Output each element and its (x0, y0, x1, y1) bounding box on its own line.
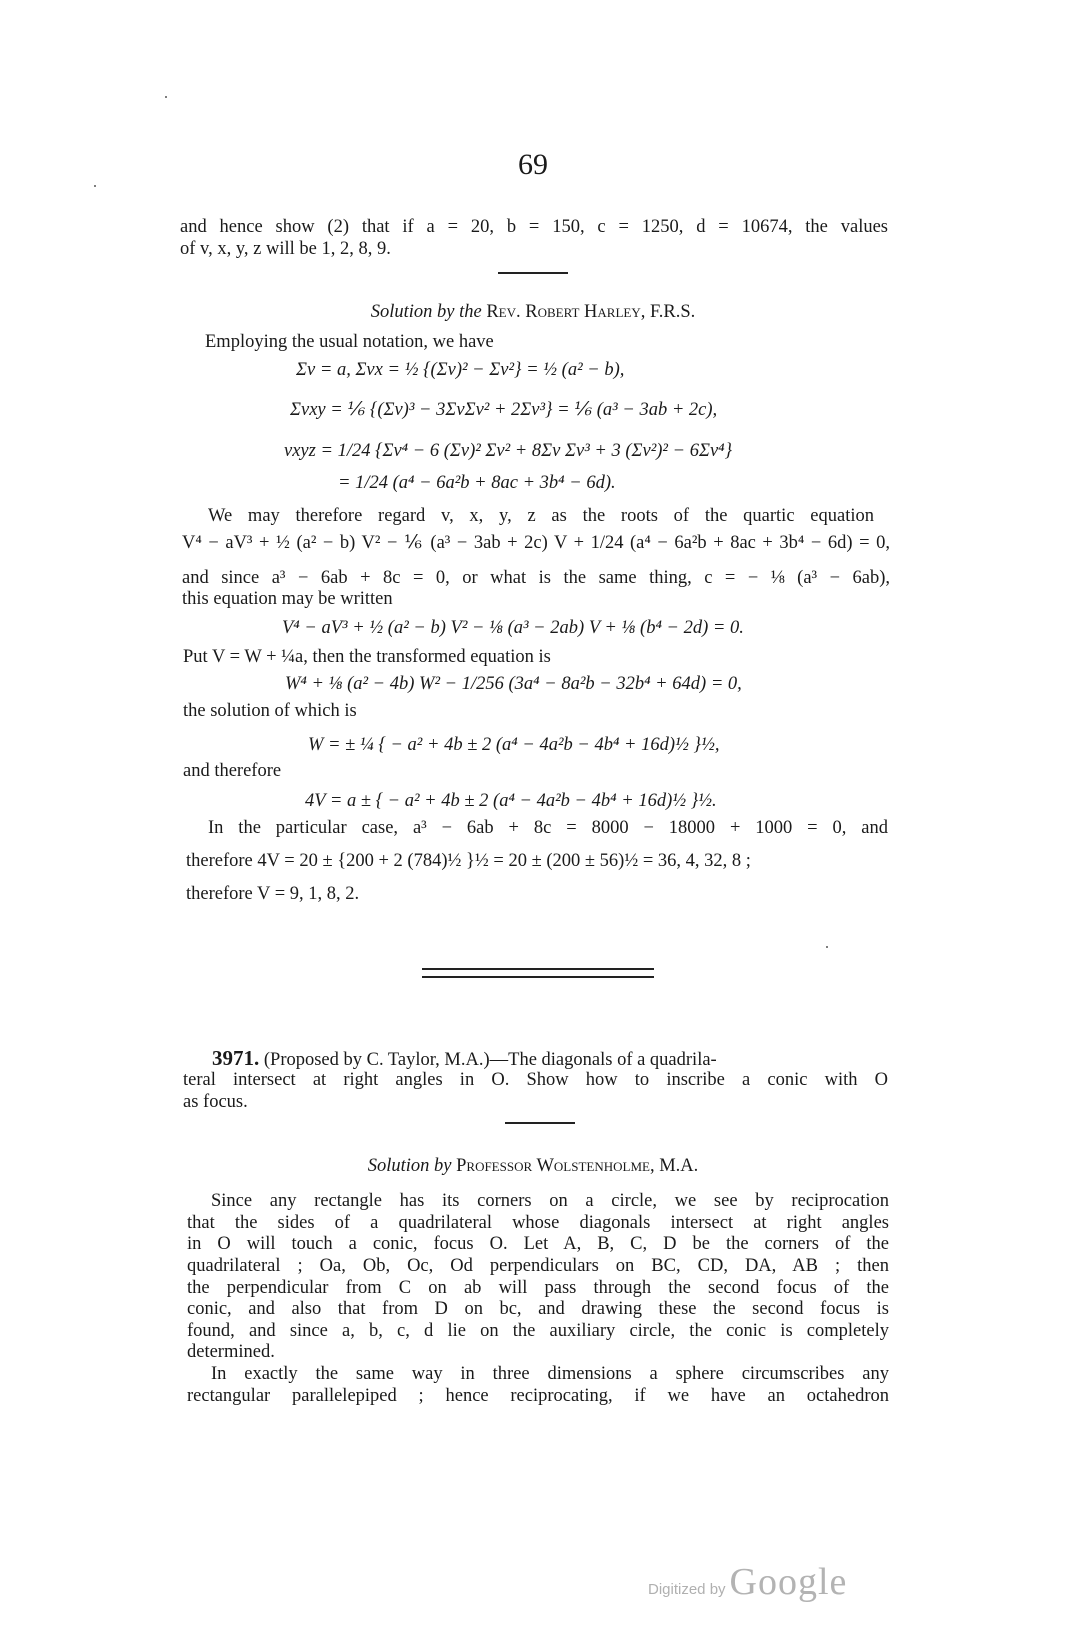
separator-rule-bottom (422, 976, 654, 978)
solution-author: Rev. Robert Harley, F.R.S. (486, 302, 696, 322)
text-line: the solution of which is (183, 701, 357, 721)
solution-heading-italic: Solution by the (370, 302, 482, 322)
text-line: Employing the usual notation, we have (205, 332, 494, 352)
text-line: We may therefore regard v, x, y, z as the roots of the quartic equation (208, 506, 874, 526)
text-line: In the particular case, a³ − 6ab + 8c = 8000 − 18000 + 1000 = 0, and (208, 818, 888, 838)
intro-line-2: of v, x, y, z will be 1, 2, 8, 9. (180, 239, 391, 259)
body-line: rectangular parallelepiped ; hence reciprocating, if we have an octahedron (187, 1386, 889, 1406)
text-line: and since a³ − 6ab + 8c = 0, or what is the same thing, c = − ⅛ (a³ − 6ab), (182, 568, 890, 588)
problem-line-1 (212, 1047, 888, 1071)
google-logo: Google (729, 1561, 848, 1603)
equation: Σvxy = ⅙ {(Σv)³ − 3ΣvΣv² + 2Σv³} = ⅙ (a³ − 3ab + 2c), (290, 400, 718, 420)
body-line: the perpendicular from C on ab will pass through the second focus of the (187, 1278, 889, 1298)
text-line: this equation may be written (182, 589, 393, 609)
problem-text: (Proposed by C. Taylor, M.A.)—The diagonals of a quadrila- (263, 1050, 717, 1070)
watermark-text: Digitized by (648, 1581, 726, 1598)
equation-line: therefore 4V = 20 ± {200 + 2 (784)½ }½ = 20 ± (200 ± 56)½ = 36, 4, 32, 8 ; (186, 851, 751, 871)
problem-line-3: as focus. (183, 1092, 248, 1112)
solution-author: Professor Wolstenholme, M.A. (456, 1156, 699, 1176)
equation: V⁴ − aV³ + ½ (a² − b) V² − ⅛ (a³ − 2ab) V + ⅛ (b⁴ − 2d) = 0. (282, 618, 744, 638)
scan-speck (94, 185, 96, 187)
body-line: quadrilateral ; Oa, Ob, Oc, Od perpendiculars on BC, CD, DA, AB ; then (187, 1256, 889, 1276)
body-line: conic, and also that from D on bc, and drawing these the second focus is (187, 1299, 889, 1319)
solution-heading-1 (0, 302, 1066, 323)
equation: Σv = a, Σvx = ½ {(Σv)² − Σv²} = ½ (a² − b), (296, 360, 625, 380)
separator-rule-top (422, 968, 654, 970)
body-line: determined. (187, 1342, 275, 1362)
scan-speck (826, 946, 828, 948)
body-line: found, and since a, b, c, d lie on the auxiliary circle, the conic is completely (187, 1321, 889, 1341)
equation: 4V = a ± { − a² + 4b ± 2 (a⁴ − 4a²b − 4b⁴ + 16d)½ }½. (305, 791, 717, 811)
body-line: in O will touch a conic, focus O. Let A, B, C, D be the corners of the (187, 1234, 889, 1254)
body-line: In exactly the same way in three dimensions a sphere circumscribes any (211, 1364, 889, 1384)
page-number: 69 (518, 148, 548, 181)
solution-heading-italic: Solution by (367, 1156, 452, 1176)
text-line: and therefore (183, 761, 282, 781)
body-line: Since any rectangle has its corners on a circle, we see by reciprocation (211, 1191, 889, 1211)
scan-speck (165, 96, 167, 98)
problem-line-2: teral intersect at right angles in O. Show how to inscribe a conic with O (183, 1070, 888, 1090)
body-line: that the sides of a quadrilateral whose diagonals intersect at right angles (187, 1213, 889, 1233)
equation-line: therefore V = 9, 1, 8, 2. (186, 884, 360, 904)
equation: W = ± ¼ { − a² + 4b ± 2 (a⁴ − 4a²b − 4b⁴ + 16d)½ }½, (308, 735, 720, 755)
solution-heading-2 (0, 1156, 1066, 1177)
equation: = 1/24 (a⁴ − 6a²b + 8ac + 3b⁴ − 6d). (338, 473, 616, 493)
short-rule (498, 272, 568, 274)
equation-line: V⁴ − aV³ + ½ (a² − b) V² − ⅙ (a³ − 3ab + 2c) V + 1/24 (a⁴ − 6a²b + 8ac + 3b⁴ − 6d) = 0, (182, 533, 890, 553)
google-watermark (648, 1560, 847, 1604)
problem-number: 3971. (212, 1046, 260, 1070)
text-line: Put V = W + ¼a, then the transformed equation is (183, 647, 551, 667)
intro-line-1: and hence show (2) that if a = 20, b = 150, c = 1250, d = 10674, the values (180, 217, 888, 237)
short-rule (505, 1122, 575, 1124)
equation: vxyz = 1/24 {Σv⁴ − 6 (Σv)² Σv² + 8Σv Σv³ + 3 (Σv²)² − 6Σv⁴} (284, 441, 732, 461)
equation: W⁴ + ⅛ (a² − 4b) W² − 1/256 (3a⁴ − 8a²b − 32b⁴ + 64d) = 0, (285, 674, 742, 694)
